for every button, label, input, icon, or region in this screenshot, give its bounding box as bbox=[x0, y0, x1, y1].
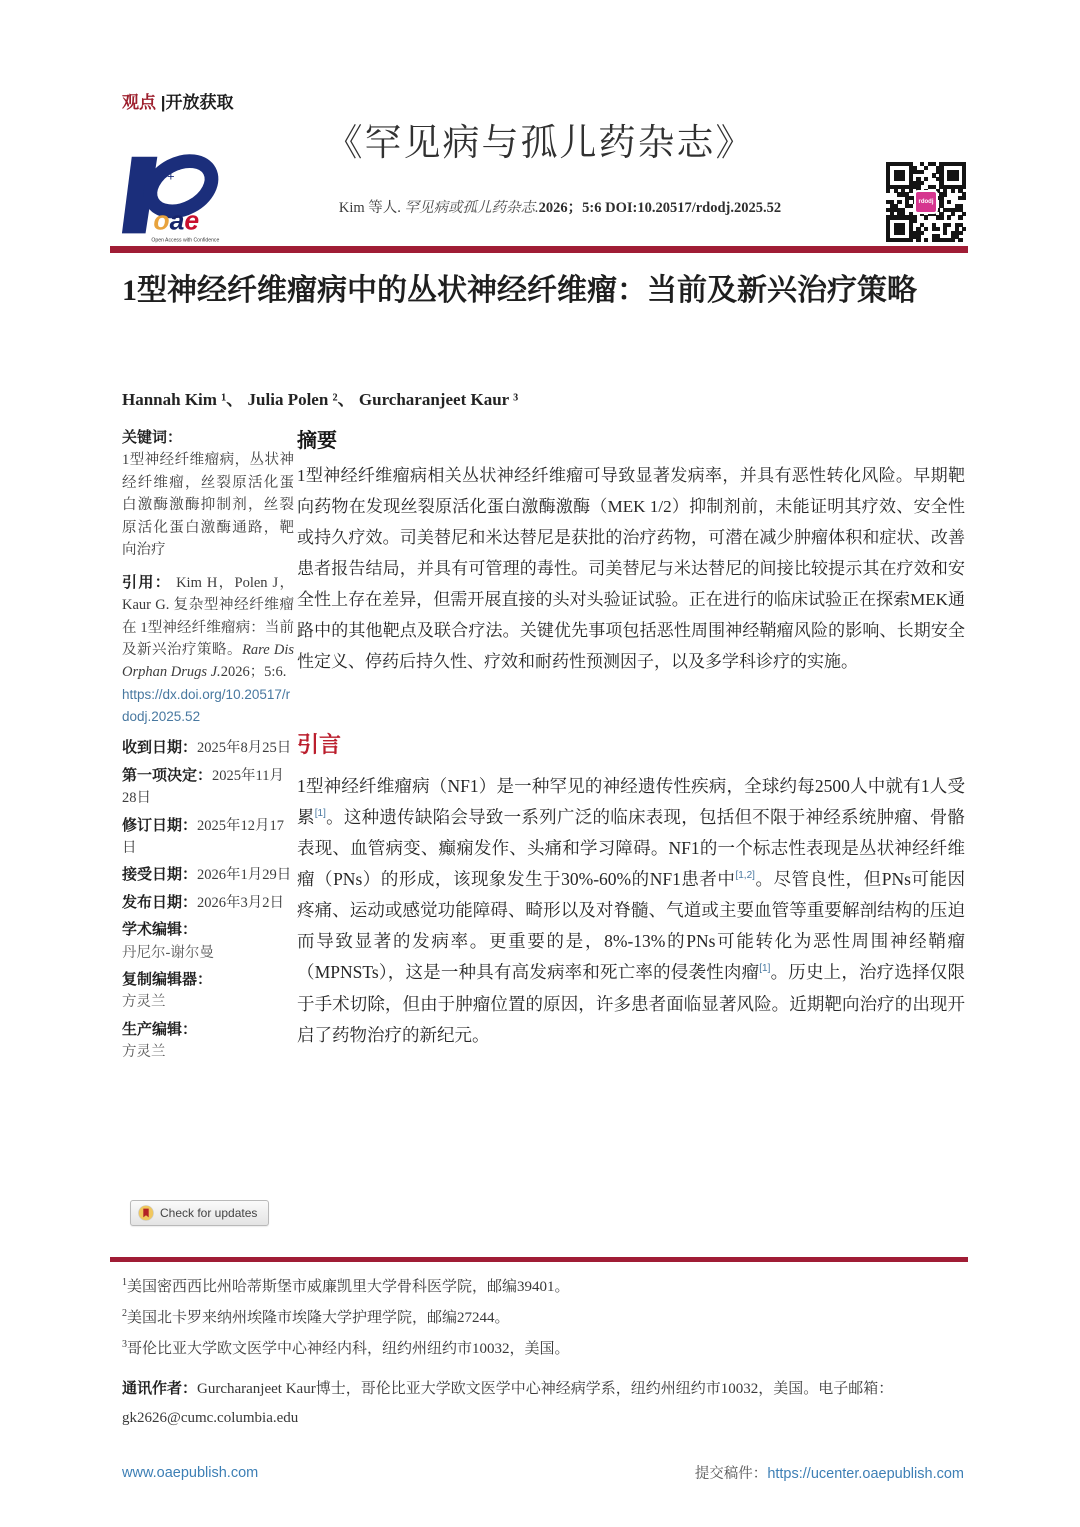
qr-module bbox=[947, 162, 951, 166]
qr-module bbox=[936, 215, 940, 219]
cite-tail: 2026；5:6. bbox=[220, 664, 287, 681]
qr-module bbox=[951, 162, 955, 166]
keywords-block bbox=[122, 426, 294, 562]
qr-module bbox=[894, 223, 898, 227]
qr-module bbox=[943, 162, 947, 166]
submission-label: 提交稿件： bbox=[694, 1466, 768, 1482]
qr-module bbox=[947, 177, 951, 181]
qr-module bbox=[897, 200, 901, 204]
qr-module bbox=[886, 227, 890, 231]
qr-module bbox=[958, 231, 962, 235]
publisher-website-link[interactable]: www.oaepublish.com bbox=[122, 1464, 259, 1481]
qr-module bbox=[909, 219, 913, 223]
qr-module bbox=[958, 189, 962, 193]
qr-module bbox=[886, 181, 890, 185]
qr-module bbox=[924, 238, 928, 242]
qr-module bbox=[886, 200, 890, 204]
qr-module bbox=[962, 181, 966, 185]
qr-module bbox=[905, 196, 909, 200]
qr-module bbox=[936, 234, 940, 238]
qr-module bbox=[920, 170, 924, 174]
qr-module bbox=[901, 170, 905, 174]
qr-module bbox=[924, 166, 928, 170]
affiliation-3: $^3$哥伦比亚大学欧文医学中心神经内科，纽约州纽约市10032，美国。 bbox=[122, 1338, 570, 1357]
qr-module bbox=[894, 162, 898, 166]
qr-code bbox=[886, 162, 966, 242]
qr-module bbox=[932, 162, 936, 166]
qr-module bbox=[958, 204, 962, 208]
qr-module bbox=[886, 173, 890, 177]
qr-module bbox=[909, 189, 913, 193]
qr-module bbox=[962, 185, 966, 189]
article-type-label: 观点 bbox=[122, 93, 156, 112]
qr-module bbox=[955, 177, 959, 181]
revised-date: 修订日期：2025年12月17日 bbox=[122, 816, 285, 856]
affiliation-2: $^2$美国北卡罗来纳州埃隆市埃隆大学护理学院，邮编27244。 bbox=[122, 1307, 510, 1326]
affiliation-1: $^1$美国密西西比州哈蒂斯堡市威廉凯里大学骨科医学院，邮编39401。 bbox=[122, 1277, 570, 1295]
qr-module bbox=[955, 170, 959, 174]
qr-module bbox=[894, 231, 898, 235]
qr-module bbox=[962, 166, 966, 170]
qr-module bbox=[951, 177, 955, 181]
qr-module bbox=[939, 185, 943, 189]
qr-module bbox=[909, 227, 913, 231]
qr-module bbox=[886, 238, 890, 242]
qr-module bbox=[962, 192, 966, 196]
qr-module bbox=[890, 208, 894, 212]
qr-module bbox=[943, 192, 947, 196]
qr-module bbox=[939, 238, 943, 242]
qr-module bbox=[939, 173, 943, 177]
qr-module bbox=[897, 215, 901, 219]
qr-module bbox=[943, 185, 947, 189]
qr-module bbox=[913, 181, 917, 185]
qr-module bbox=[901, 215, 905, 219]
qr-module bbox=[897, 212, 901, 216]
qr-module bbox=[943, 238, 947, 242]
qr-module bbox=[897, 185, 901, 189]
qr-module bbox=[958, 208, 962, 212]
cite-label: 引用： bbox=[122, 573, 172, 591]
oae-logo-icon bbox=[118, 150, 236, 250]
qr-module bbox=[890, 238, 894, 242]
qr-module bbox=[947, 170, 951, 174]
qr-module bbox=[939, 170, 943, 174]
qr-module bbox=[932, 234, 936, 238]
qr-module bbox=[894, 170, 898, 174]
qr-module bbox=[901, 238, 905, 242]
qr-module bbox=[886, 234, 890, 238]
published-date: 发布日期：2026年3月2日 bbox=[122, 893, 285, 911]
qr-module bbox=[901, 189, 905, 193]
qr-module bbox=[939, 204, 943, 208]
qr-module bbox=[939, 177, 943, 181]
open-access-label: 开放获取 bbox=[165, 93, 234, 112]
qr-module bbox=[909, 177, 913, 181]
header-citation-line bbox=[300, 196, 820, 217]
qr-module bbox=[905, 192, 909, 196]
qr-module bbox=[886, 166, 890, 170]
journal-title: 《罕见病与孤儿药杂志》 bbox=[325, 123, 755, 164]
reference-link-1b[interactable]: [1] bbox=[759, 963, 771, 975]
qr-module bbox=[962, 162, 966, 166]
qr-module bbox=[886, 162, 890, 166]
qr-module bbox=[936, 177, 940, 181]
qr-module bbox=[909, 215, 913, 219]
qr-module bbox=[901, 227, 905, 231]
qr-module bbox=[955, 231, 959, 235]
qr-module bbox=[928, 162, 932, 166]
qr-module bbox=[924, 177, 928, 181]
qr-module bbox=[901, 212, 905, 216]
qr-module bbox=[901, 162, 905, 166]
logo-tagline: Open Access with Confidence bbox=[151, 237, 220, 244]
qr-module bbox=[905, 162, 909, 166]
cite-text: Kim H，Polen J，Kaur G. 复杂型神经纤维瘤在 1型神经纤维瘤病：当前及新兴治疗策略。 bbox=[122, 574, 295, 658]
qr-module bbox=[939, 181, 943, 185]
qr-module bbox=[939, 212, 943, 216]
qr-module bbox=[890, 185, 894, 189]
qr-module bbox=[901, 177, 905, 181]
svg-text:oae: oae bbox=[153, 205, 200, 236]
citation-journal-name: 罕见病或孤儿药杂志. bbox=[404, 200, 539, 216]
qr-module bbox=[951, 238, 955, 242]
article-title: 1型神经纤维瘤病中的丛状神经纤维瘤：当前及新兴治疗策略 bbox=[122, 274, 917, 307]
qr-module bbox=[958, 215, 962, 219]
qr-module bbox=[890, 212, 894, 216]
qr-module bbox=[962, 227, 966, 231]
qr-module bbox=[886, 170, 890, 174]
qr-module bbox=[909, 212, 913, 216]
footnotes-section bbox=[122, 1272, 964, 1432]
qr-module bbox=[920, 223, 924, 227]
corresponding-author-label: 通讯作者： bbox=[122, 1380, 198, 1398]
qr-module bbox=[943, 223, 947, 227]
qr-module bbox=[916, 185, 920, 189]
qr-module bbox=[916, 231, 920, 235]
qr-module bbox=[939, 200, 943, 204]
qr-module bbox=[943, 231, 947, 235]
crossmark-icon bbox=[138, 1205, 154, 1221]
qr-module bbox=[894, 173, 898, 177]
qr-module bbox=[943, 227, 947, 231]
qr-module bbox=[886, 189, 890, 193]
qr-module bbox=[916, 170, 920, 174]
qr-module bbox=[947, 238, 951, 242]
qr-module bbox=[951, 173, 955, 177]
qr-module bbox=[951, 231, 955, 235]
qr-module bbox=[951, 212, 955, 216]
qr-module bbox=[909, 185, 913, 189]
qr-module bbox=[916, 234, 920, 238]
qr-module bbox=[886, 208, 890, 212]
citation-block bbox=[122, 571, 294, 728]
qr-module bbox=[886, 215, 890, 219]
qr-module bbox=[894, 204, 898, 208]
abstract-text: 1型神经纤维瘤病相关丛状神经纤维瘤可导致显著发病率，并具有恶性转化风险。早期靶向药物在发现丝裂原活化蛋白激酶激酶（MEK 1/2）抑制剂前，未能证明其疗效、安全性或持久疗效。司美替尼和米达替尼是获批的治疗药物，可潜在减少肿瘤体积和症状、改善患者报告结局，并具有可管理的毒性。司美替尼与米达替尼的间接比较提示其在疗效和安全性上存在差异，但需开展直接的头对头验证试验。正在进行的临床试验正在探索MEK通路中的其他靶点及联合疗法。关键优先事项包括恶性周围神经鞘瘤风险的影响、长期安全性定义、停药后持久性、疗效和耐药性预测因子，以及多学科诊疗的实施。 bbox=[297, 466, 965, 671]
submission-info bbox=[695, 1462, 964, 1483]
qr-module bbox=[939, 162, 943, 166]
qr-module bbox=[901, 231, 905, 235]
qr-module bbox=[897, 192, 901, 196]
qr-module bbox=[962, 170, 966, 174]
qr-module bbox=[897, 170, 901, 174]
qr-module bbox=[962, 196, 966, 200]
qr-module bbox=[955, 162, 959, 166]
qr-module bbox=[939, 166, 943, 170]
qr-module bbox=[913, 234, 917, 238]
footnote-divider-rule bbox=[110, 1257, 968, 1262]
qr-module bbox=[939, 215, 943, 219]
qr-module bbox=[943, 189, 947, 193]
author-list: Hannah Kim ¹、 Julia Polen ²、 Gurcharanjeet Kaur ³ bbox=[122, 390, 519, 409]
qr-module bbox=[951, 189, 955, 193]
qr-module bbox=[886, 185, 890, 189]
qr-module bbox=[909, 196, 913, 200]
qr-module bbox=[897, 227, 901, 231]
qr-module bbox=[913, 219, 917, 223]
qr-module bbox=[920, 231, 924, 235]
reference-link-1[interactable]: [1] bbox=[314, 807, 326, 819]
qr-module bbox=[897, 231, 901, 235]
production-editor: 生产编辑： 方灵兰 bbox=[122, 1020, 198, 1061]
qr-module bbox=[958, 223, 962, 227]
qr-module bbox=[932, 227, 936, 231]
qr-module bbox=[894, 227, 898, 231]
qr-module bbox=[897, 162, 901, 166]
qr-module bbox=[939, 196, 943, 200]
article-type-open-access-label bbox=[122, 88, 234, 113]
qr-module bbox=[913, 215, 917, 219]
qr-module bbox=[901, 192, 905, 196]
accepted-date: 接受日期：2026年1月29日 bbox=[122, 866, 292, 884]
keywords-label: 关键词： bbox=[122, 429, 183, 446]
qr-module bbox=[962, 212, 966, 216]
qr-module bbox=[901, 208, 905, 212]
qr-module bbox=[936, 170, 940, 174]
qr-module bbox=[909, 223, 913, 227]
doi-link[interactable]: https://dx.doi.org/10.20517/rdodj.2025.52 bbox=[122, 686, 291, 724]
submission-portal-link[interactable]: https://ucenter.oaepublish.com bbox=[767, 1466, 964, 1482]
qr-module bbox=[897, 177, 901, 181]
page-footer bbox=[122, 1462, 964, 1483]
check-for-updates-label: Check for updates bbox=[160, 1206, 258, 1220]
qr-module bbox=[894, 238, 898, 242]
qr-module bbox=[916, 227, 920, 231]
header-divider-rule bbox=[110, 246, 968, 253]
qr-center-badge: rdodj bbox=[914, 190, 938, 214]
svg-text:+: + bbox=[167, 168, 175, 184]
citation-authors: Kim 等人. bbox=[338, 200, 405, 216]
reference-link-1-2[interactable]: [1,2] bbox=[735, 870, 755, 882]
qr-module bbox=[909, 162, 913, 166]
qr-module bbox=[947, 223, 951, 227]
first-decision-date: 第一项决定：2025年11月28日 bbox=[122, 766, 284, 807]
keywords-text: 1型神经纤维瘤病，丛状神经纤维瘤，丝裂原活化蛋白激酶激酶抑制剂，丝裂原活化蛋白激酶通路，靶向治疗 bbox=[122, 452, 294, 559]
qr-module bbox=[947, 200, 951, 204]
qr-module bbox=[932, 238, 936, 242]
qr-module bbox=[920, 162, 924, 166]
qr-module bbox=[890, 162, 894, 166]
qr-module bbox=[955, 227, 959, 231]
qr-module bbox=[951, 208, 955, 212]
qr-module bbox=[916, 238, 920, 242]
qr-module bbox=[890, 200, 894, 204]
qr-module bbox=[897, 208, 901, 212]
qr-module bbox=[955, 208, 959, 212]
qr-module bbox=[955, 173, 959, 177]
qr-module bbox=[951, 185, 955, 189]
qr-module bbox=[909, 231, 913, 235]
qr-module bbox=[890, 215, 894, 219]
qr-module bbox=[916, 181, 920, 185]
qr-module bbox=[932, 185, 936, 189]
qr-module bbox=[924, 227, 928, 231]
qr-module bbox=[958, 238, 962, 242]
qr-module bbox=[928, 185, 932, 189]
qr-module bbox=[947, 185, 951, 189]
cite-journal: Rare Dis Orphan Drugs J. bbox=[122, 642, 295, 681]
citation-doi: 2026；5:6 DOI:10.20517/rdodj.2025.52 bbox=[538, 200, 782, 216]
academic-editor: 学术编辑： 丹尼尔-谢尔曼 bbox=[122, 921, 214, 961]
qr-module bbox=[909, 173, 913, 177]
qr-module bbox=[886, 231, 890, 235]
qr-module bbox=[962, 177, 966, 181]
qr-module bbox=[955, 223, 959, 227]
qr-module bbox=[951, 234, 955, 238]
qr-module bbox=[913, 166, 917, 170]
qr-module bbox=[886, 219, 890, 223]
qr-module bbox=[905, 185, 909, 189]
qr-module bbox=[905, 215, 909, 219]
qr-module bbox=[909, 181, 913, 185]
qr-module bbox=[958, 162, 962, 166]
received-date: 收到日期：2025年8月25日 bbox=[122, 739, 292, 757]
qr-module bbox=[916, 177, 920, 181]
qr-module bbox=[913, 170, 917, 174]
qr-module bbox=[955, 204, 959, 208]
qr-module bbox=[909, 170, 913, 174]
qr-module bbox=[924, 215, 928, 219]
qr-module bbox=[897, 238, 901, 242]
introduction-text: 1型神经纤维瘤病（NF1）是一种罕见的神经遗传性疾病，全球约每2500人中就有1人受累[1]。这种遗传缺陷会导致一系列广泛的临床表现，包括但不限于神经系统肿瘤、骨骼表现、血管病变、癫痫发作、头痛和学习障碍。NF1的一个标志性表现是丛状神经纤维瘤（PNs）的形成，该现象发生于30%-60%的NF1患者中[1,2]。尽管良性，但PNs可能因疼痛、运动或感觉功能障碍、畸形以及对脊髓、气道或主要血管等重要解剖结构的压迫而导致显著的发病率。更重要的是，8%-13%的PNs可能转化为恶性周围神经鞘瘤（MPNSTs），这是一种具有高发病率和死亡率的侵袭性肉瘤[1]。历史上，治疗选择仅限于手术切除，但由于肿瘤位置的原因，许多患者面临显著风险。近期靶向治疗的出现开启了药物治疗的新纪元。 bbox=[297, 775, 966, 1045]
qr-module bbox=[909, 234, 913, 238]
qr-module bbox=[947, 208, 951, 212]
qr-module bbox=[901, 223, 905, 227]
corresponding-author: 通讯作者：Gurcharanjeet Kaur博士，哥伦比亚大学欧文医学中心神经病学系，纽约州纽约市10032，美国。电子邮箱：gk2626@cumc.columbia.edu bbox=[122, 1380, 894, 1426]
qr-module bbox=[894, 177, 898, 181]
check-for-updates-button[interactable] bbox=[130, 1200, 269, 1226]
qr-module bbox=[909, 204, 913, 208]
qr-module bbox=[894, 189, 898, 193]
qr-module bbox=[886, 223, 890, 227]
qr-module bbox=[886, 177, 890, 181]
corresponding-email-link[interactable]: gk2626@cumc.columbia.edu bbox=[122, 1409, 299, 1426]
qr-module bbox=[890, 204, 894, 208]
qr-module bbox=[920, 181, 924, 185]
qr-module bbox=[958, 185, 962, 189]
qr-module bbox=[901, 173, 905, 177]
qr-module bbox=[932, 173, 936, 177]
metadata-sidebar bbox=[122, 426, 294, 1068]
qr-module bbox=[913, 231, 917, 235]
qr-module bbox=[936, 227, 940, 231]
qr-module bbox=[943, 208, 947, 212]
qr-module bbox=[901, 185, 905, 189]
qr-module bbox=[936, 238, 940, 242]
introduction-heading: 引言 bbox=[297, 731, 342, 757]
qr-module bbox=[932, 223, 936, 227]
svg-text:+: + bbox=[177, 163, 182, 173]
qr-module bbox=[947, 215, 951, 219]
qr-module bbox=[909, 238, 913, 242]
main-column bbox=[297, 424, 965, 1051]
qr-module bbox=[936, 166, 940, 170]
qr-module bbox=[958, 196, 962, 200]
qr-module bbox=[897, 223, 901, 227]
qr-module bbox=[897, 173, 901, 177]
qr-module bbox=[955, 185, 959, 189]
copy-editor: 复制编辑器： 方灵兰 bbox=[122, 971, 213, 1011]
qr-module bbox=[905, 200, 909, 204]
qr-module bbox=[894, 208, 898, 212]
qr-module bbox=[913, 185, 917, 189]
abstract-heading: 摘要 bbox=[297, 430, 337, 452]
qr-module bbox=[939, 192, 943, 196]
oae-publisher-logo bbox=[118, 150, 236, 250]
qr-module bbox=[947, 173, 951, 177]
qr-module bbox=[951, 170, 955, 174]
qr-module bbox=[905, 238, 909, 242]
qr-module bbox=[894, 185, 898, 189]
qr-module bbox=[905, 204, 909, 208]
qr-module bbox=[962, 173, 966, 177]
qr-module bbox=[955, 234, 959, 238]
qr-module bbox=[894, 215, 898, 219]
qr-module bbox=[909, 166, 913, 170]
eyebrow-separator: | bbox=[160, 93, 166, 112]
